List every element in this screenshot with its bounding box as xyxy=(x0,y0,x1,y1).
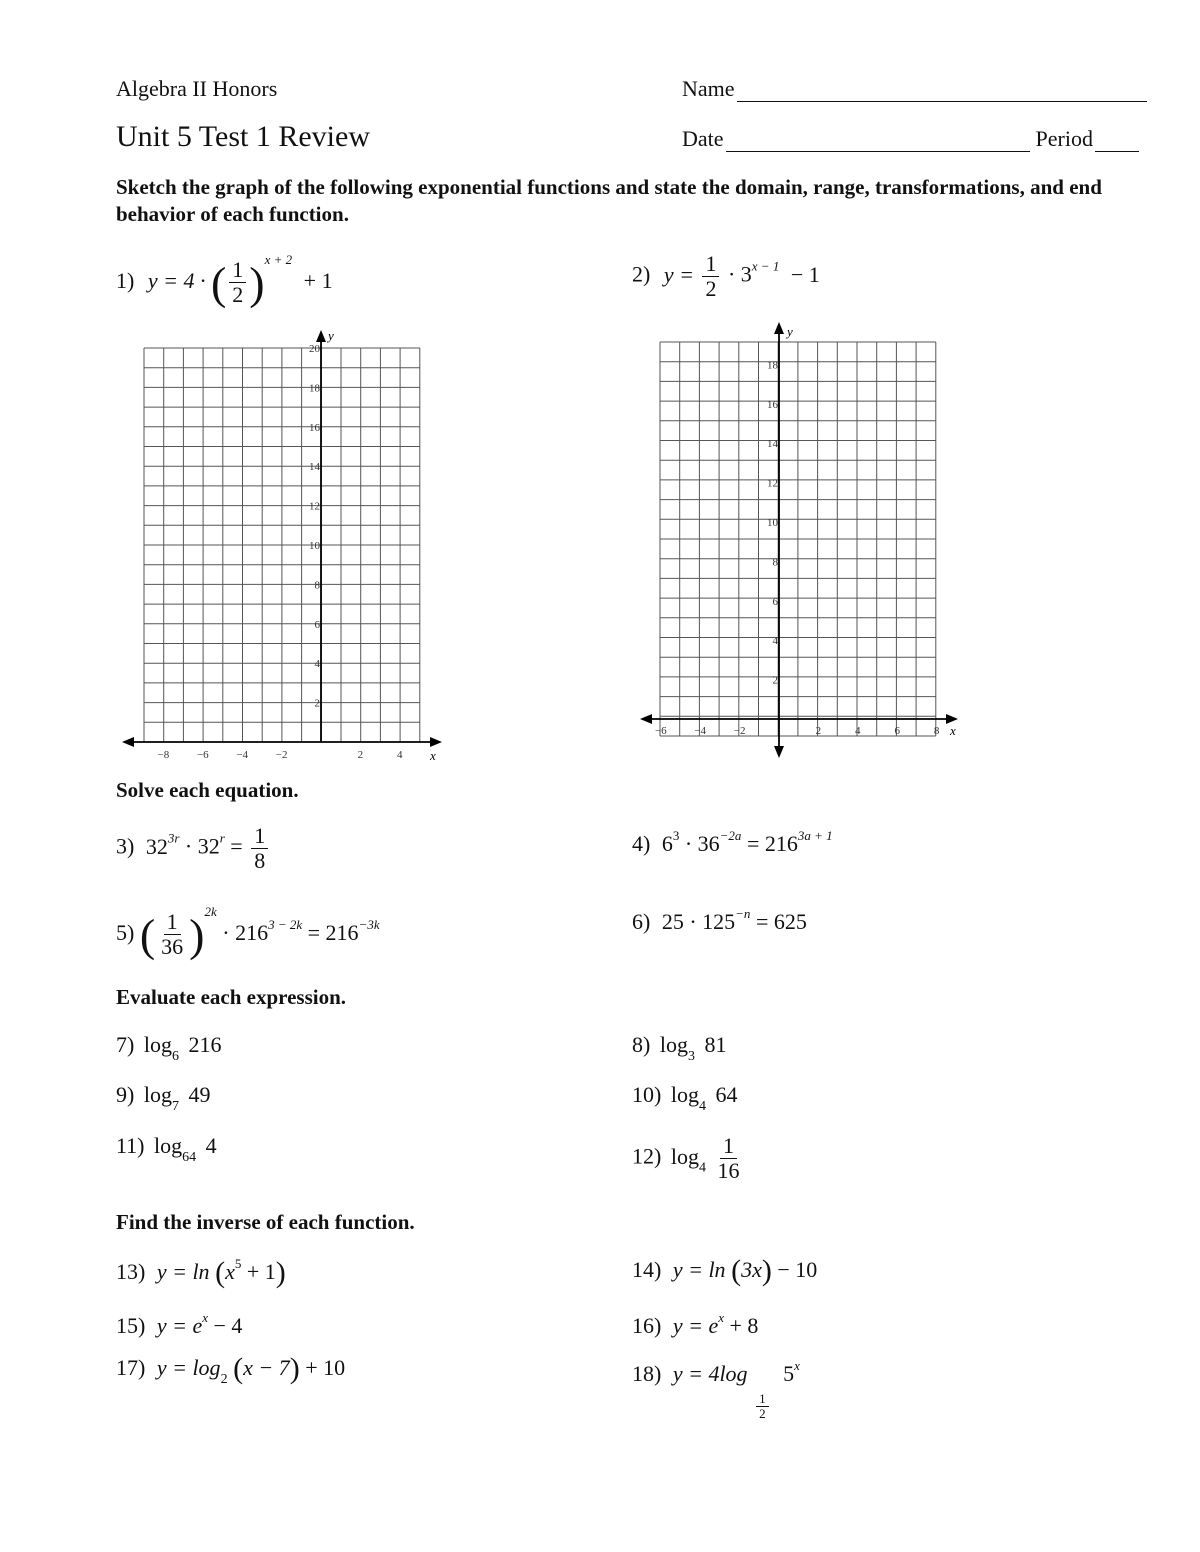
problem-6: 6) $25 \cdot 125^{-n} = 625$ xyxy=(632,906,807,934)
coordinate-grid-2[interactable] xyxy=(638,316,968,762)
y-axis xyxy=(774,322,784,758)
x-tick-label: −2 xyxy=(733,725,746,737)
period-label: Period xyxy=(1035,126,1093,151)
y-tick-label: 12 xyxy=(767,477,778,490)
y-tick-label: 14 xyxy=(309,461,320,474)
problem-4: 4) $6^3 \cdot 36^{-2a} = 216^{3a + 1}$ xyxy=(632,828,833,856)
x-tick-label: 2 xyxy=(357,749,364,761)
y-tick-label: 2 xyxy=(314,697,320,710)
y-tick-label: 16 xyxy=(767,398,778,411)
problem-3: 3) $32^{3r} \cdot 32^r$ = $\frac{1}{8}$ xyxy=(116,824,271,873)
x-axis xyxy=(640,714,958,724)
y-tick-label: 18 xyxy=(309,382,320,395)
problem-11: 11) $\log_{64} 4$ xyxy=(116,1133,217,1165)
y-tick-label: 12 xyxy=(309,500,320,513)
x-axis-label: x xyxy=(950,723,956,738)
equation-tail: + 1 xyxy=(303,268,333,293)
x-tick-label: 2 xyxy=(815,725,822,737)
section-solve: Solve each equation. xyxy=(116,778,299,802)
y-axis-up-arrow xyxy=(774,322,784,334)
problem-number: 1) xyxy=(116,268,135,293)
name-label: Name xyxy=(682,76,735,101)
right-paren: ) xyxy=(249,257,265,309)
problem-14: 14) y = ln (3x) − 10 xyxy=(632,1254,818,1287)
problem-number: 2) xyxy=(632,261,651,287)
grid-lines xyxy=(144,348,420,742)
problem-10: 10) $\log_4 64$ xyxy=(632,1082,738,1114)
x-tick-label: −6 xyxy=(654,725,667,737)
period-blank[interactable] xyxy=(1095,131,1139,152)
y-tick-label: 16 xyxy=(309,421,320,434)
name-blank[interactable] xyxy=(737,81,1147,102)
y-tick-label: 20 xyxy=(309,343,320,355)
x-tick-label: 8 xyxy=(933,725,940,737)
exponent: x + 2 xyxy=(264,252,293,267)
x-tick-label: 4 xyxy=(397,749,403,761)
y-axis-label: y xyxy=(787,324,793,339)
x-axis-left-arrow xyxy=(640,714,652,724)
x-tick-label: −8 xyxy=(157,749,170,761)
base-fraction: $\frac{1}{2}$ xyxy=(229,258,246,307)
left-paren: ( xyxy=(210,257,227,309)
coefficient-fraction: $\frac{1}{2}$ xyxy=(702,252,719,301)
equation-tail: − 1 xyxy=(790,261,820,287)
problem-17: 17) $y = \log_2 (x - 7) + 10$ xyxy=(116,1352,346,1387)
section-evaluate: Evaluate each expression. xyxy=(116,985,347,1009)
y-tick-labels xyxy=(309,343,321,710)
coordinate-grid-1[interactable] xyxy=(118,322,448,770)
problem-9: 9) $\log_7 49$ xyxy=(116,1082,211,1114)
name-field xyxy=(682,76,1147,102)
problem-18: 18) y = 4log $\frac{1}{2}$ 5$^x$ xyxy=(632,1358,800,1421)
problem-5: 5) ( $\frac{1}{36}$ )$^{2k} \cdot 216^{3 - 2k} = 216^{-3k}$ xyxy=(116,904,380,961)
problem-2 xyxy=(632,252,820,301)
problem-13: 13) $y = \ln (x^5 + 1)$ xyxy=(116,1256,286,1289)
x-axis-left-arrow xyxy=(122,737,134,747)
x-tick-labels xyxy=(655,725,940,737)
problem-7: 7) $\log_6 216$ xyxy=(116,1032,222,1064)
instructions: Sketch the graph of the following exponential functions and state the domain, range, transformations, and end behavior of each function. xyxy=(116,175,1102,226)
problem-8: 8) $\log_3 81$ xyxy=(632,1032,727,1064)
y-tick-label: 10 xyxy=(309,540,320,552)
x-tick-label: 6 xyxy=(894,725,900,737)
x-tick-label: −4 xyxy=(236,749,249,761)
y-axis-label: y xyxy=(328,328,334,343)
y-axis-up-arrow xyxy=(316,330,326,342)
problem-16: 16) $y = e^x + 8$ xyxy=(632,1310,759,1338)
date-label: Date xyxy=(682,126,724,151)
x-axis-label: x xyxy=(430,748,436,763)
page-title: Unit 5 Test 1 Review xyxy=(116,120,370,153)
section-inverse: Find the inverse of each function. xyxy=(116,1210,415,1234)
problem-12: 12) $\log_4$ $\frac{1}{16}$ xyxy=(632,1134,745,1183)
y-tick-label: 4 xyxy=(314,658,320,671)
y-tick-label: 8 xyxy=(772,556,778,569)
equation-lhs: y = 4 · xyxy=(147,268,206,293)
log-base-fraction: $\frac{1}{2}$ xyxy=(756,1392,769,1421)
y-tick-label: 18 xyxy=(767,359,778,372)
x-tick-label: 4 xyxy=(855,725,861,737)
date-period-field xyxy=(682,126,1139,152)
problem-15: 15) $y = e^x - 4$ xyxy=(116,1310,243,1338)
rhs-fraction: $\frac{1}{8}$ xyxy=(251,824,268,873)
y-tick-label: 4 xyxy=(772,635,778,648)
x-axis-right-arrow xyxy=(430,737,442,747)
y-tick-label: 14 xyxy=(767,438,778,451)
y-tick-label: 10 xyxy=(767,517,778,529)
date-blank[interactable] xyxy=(726,131,1030,152)
x-tick-label: −2 xyxy=(275,749,288,761)
grid-lines xyxy=(660,342,936,736)
base-fraction: $\frac{1}{36}$ xyxy=(161,909,184,960)
exponent: x − 1 xyxy=(751,258,780,274)
course-name: Algebra II Honors xyxy=(116,76,278,101)
x-tick-label: −4 xyxy=(694,725,707,737)
y-axis-down-arrow xyxy=(774,746,784,758)
problem-1 xyxy=(116,252,333,309)
argument-fraction: $\frac{1}{16}$ xyxy=(717,1133,740,1183)
base: · 3 xyxy=(727,261,752,287)
x-tick-label: −6 xyxy=(196,749,209,761)
y-tick-label: 2 xyxy=(772,674,778,687)
y-tick-label: 8 xyxy=(314,579,320,592)
y-tick-label: 6 xyxy=(314,618,320,631)
x-tick-labels xyxy=(158,749,404,761)
equation-lhs: y = xyxy=(663,261,694,287)
y-tick-label: 6 xyxy=(772,595,778,608)
